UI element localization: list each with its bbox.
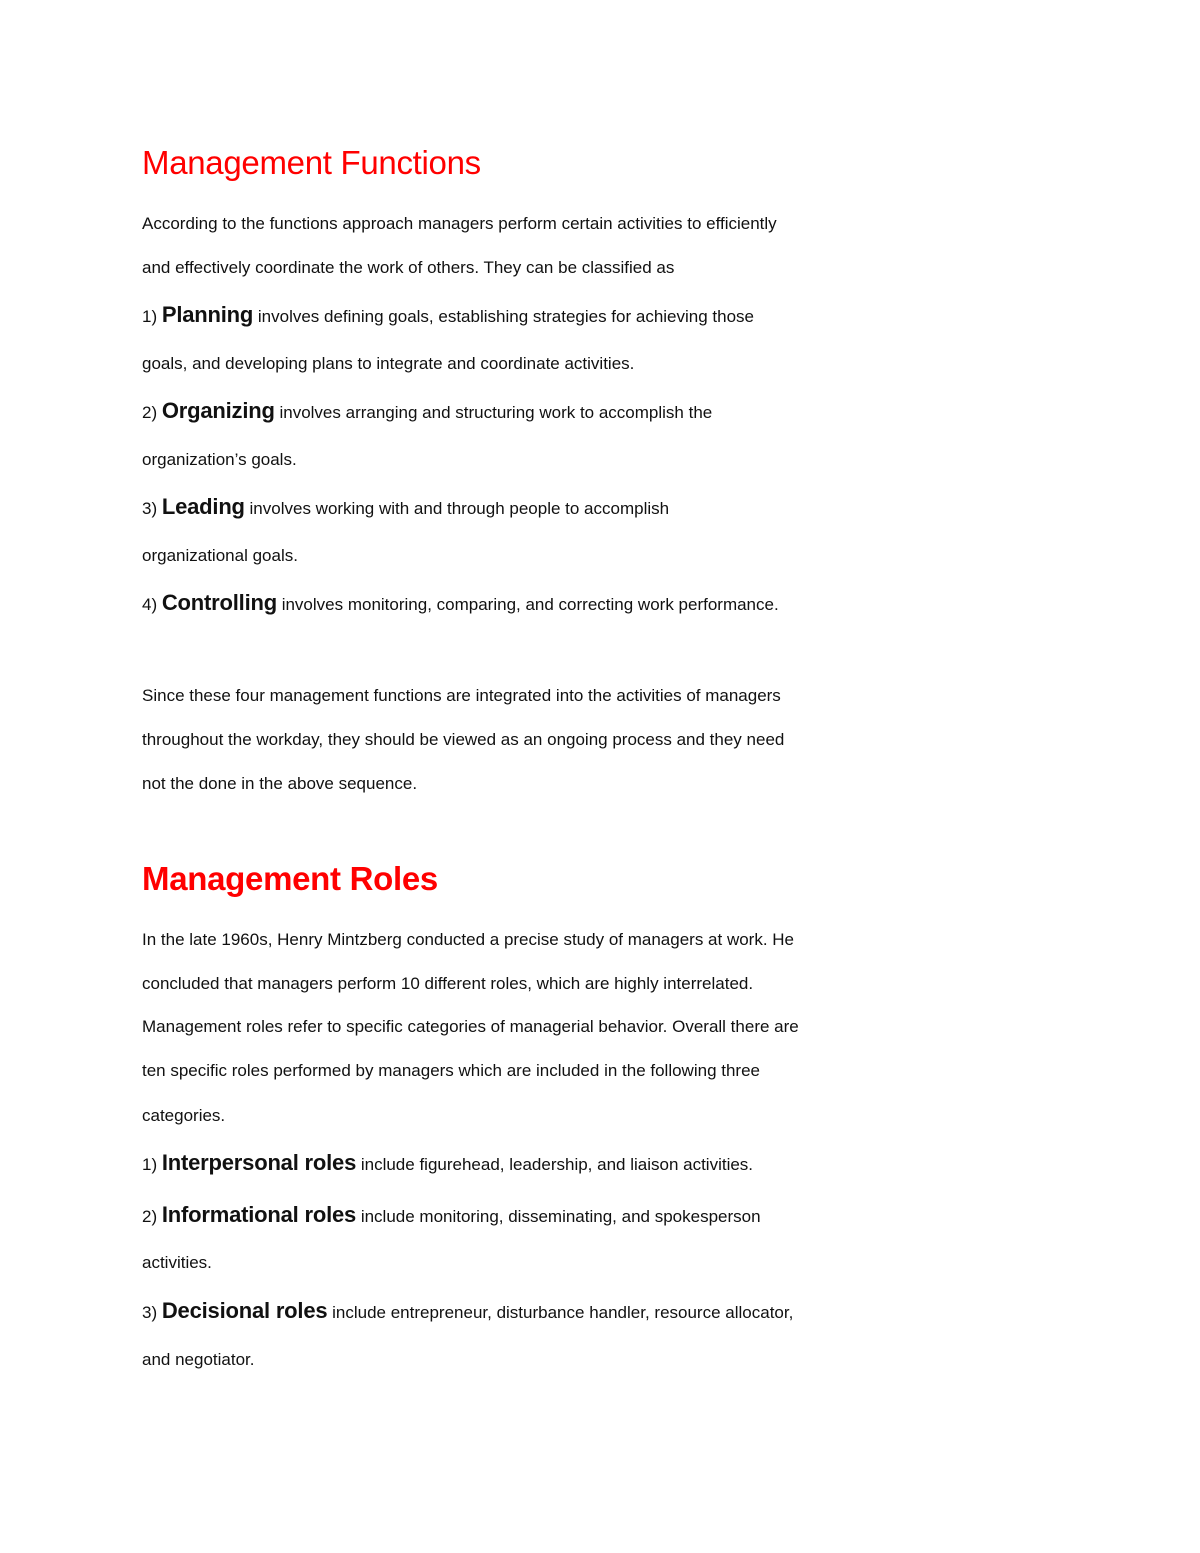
heading-management-functions: Management Functions xyxy=(142,144,481,181)
role-item-informational-cont: activities. xyxy=(142,1253,212,1272)
item-term: Organizing xyxy=(161,398,275,423)
roles-intro-line-4: ten specific roles performed by managers which are included in the following three xyxy=(142,1061,760,1080)
function-item-organizing-cont: organization’s goals. xyxy=(142,450,297,469)
item-text: involves defining goals, establishing strategies for achieving those xyxy=(253,307,755,326)
item-text: involves monitoring, comparing, and correcting work performance. xyxy=(276,595,779,614)
item-text: include monitoring, disseminating, and spokesperson xyxy=(356,1207,761,1226)
intro-line-1: According to the functions approach managers perform certain activities to efficiently xyxy=(142,214,777,233)
heading-management-roles: Management Roles xyxy=(142,860,438,897)
item-number: 1) xyxy=(142,307,158,326)
roles-intro-line-2: concluded that managers perform 10 different roles, which are highly interrelated. xyxy=(142,974,754,993)
item-text: involves arranging and structuring work to accomplish the xyxy=(274,403,713,422)
item-number: 3) xyxy=(142,1303,158,1322)
roles-intro-line-1: In the late 1960s, Henry Mintzberg conducted a precise study of managers at work. He xyxy=(142,930,795,949)
closing-line-1: Since these four management functions are integrated into the activities of managers xyxy=(142,686,781,705)
item-number: 2) xyxy=(142,403,158,422)
role-item-interpersonal xyxy=(142,1152,753,1176)
item-text: include entrepreneur, disturbance handler, resource allocator, xyxy=(327,1303,794,1322)
item-text: include figurehead, leadership, and liaison activities. xyxy=(356,1155,754,1174)
function-item-controlling xyxy=(142,592,779,616)
function-item-leading-cont: organizational goals. xyxy=(142,546,298,565)
item-term: Decisional roles xyxy=(161,1298,328,1323)
function-item-leading xyxy=(142,496,669,520)
function-item-organizing xyxy=(142,400,712,424)
function-item-planning xyxy=(142,304,754,328)
closing-line-3: not the done in the above sequence. xyxy=(142,774,418,793)
item-number: 4) xyxy=(142,595,158,614)
role-item-decisional xyxy=(142,1300,793,1324)
item-number: 1) xyxy=(142,1155,158,1174)
item-term: Leading xyxy=(161,494,245,519)
roles-intro-line-3: Management roles refer to specific categories of managerial behavior. Overall there are xyxy=(142,1017,799,1036)
intro-line-2: and effectively coordinate the work of others. They can be classified as xyxy=(142,258,675,277)
item-term: Informational roles xyxy=(161,1202,357,1227)
function-item-planning-cont: goals, and developing plans to integrate and coordinate activities. xyxy=(142,354,635,373)
item-number: 3) xyxy=(142,499,158,518)
item-term: Interpersonal roles xyxy=(161,1150,357,1175)
role-item-informational xyxy=(142,1204,761,1228)
role-item-decisional-cont: and negotiator. xyxy=(142,1350,255,1369)
closing-line-2: throughout the workday, they should be viewed as an ongoing process and they need xyxy=(142,730,785,749)
item-text: involves working with and through people to accomplish xyxy=(244,499,670,518)
item-number: 2) xyxy=(142,1207,158,1226)
item-term: Planning xyxy=(161,302,254,327)
item-term: Controlling xyxy=(161,590,277,615)
roles-intro-line-5: categories. xyxy=(142,1106,226,1125)
